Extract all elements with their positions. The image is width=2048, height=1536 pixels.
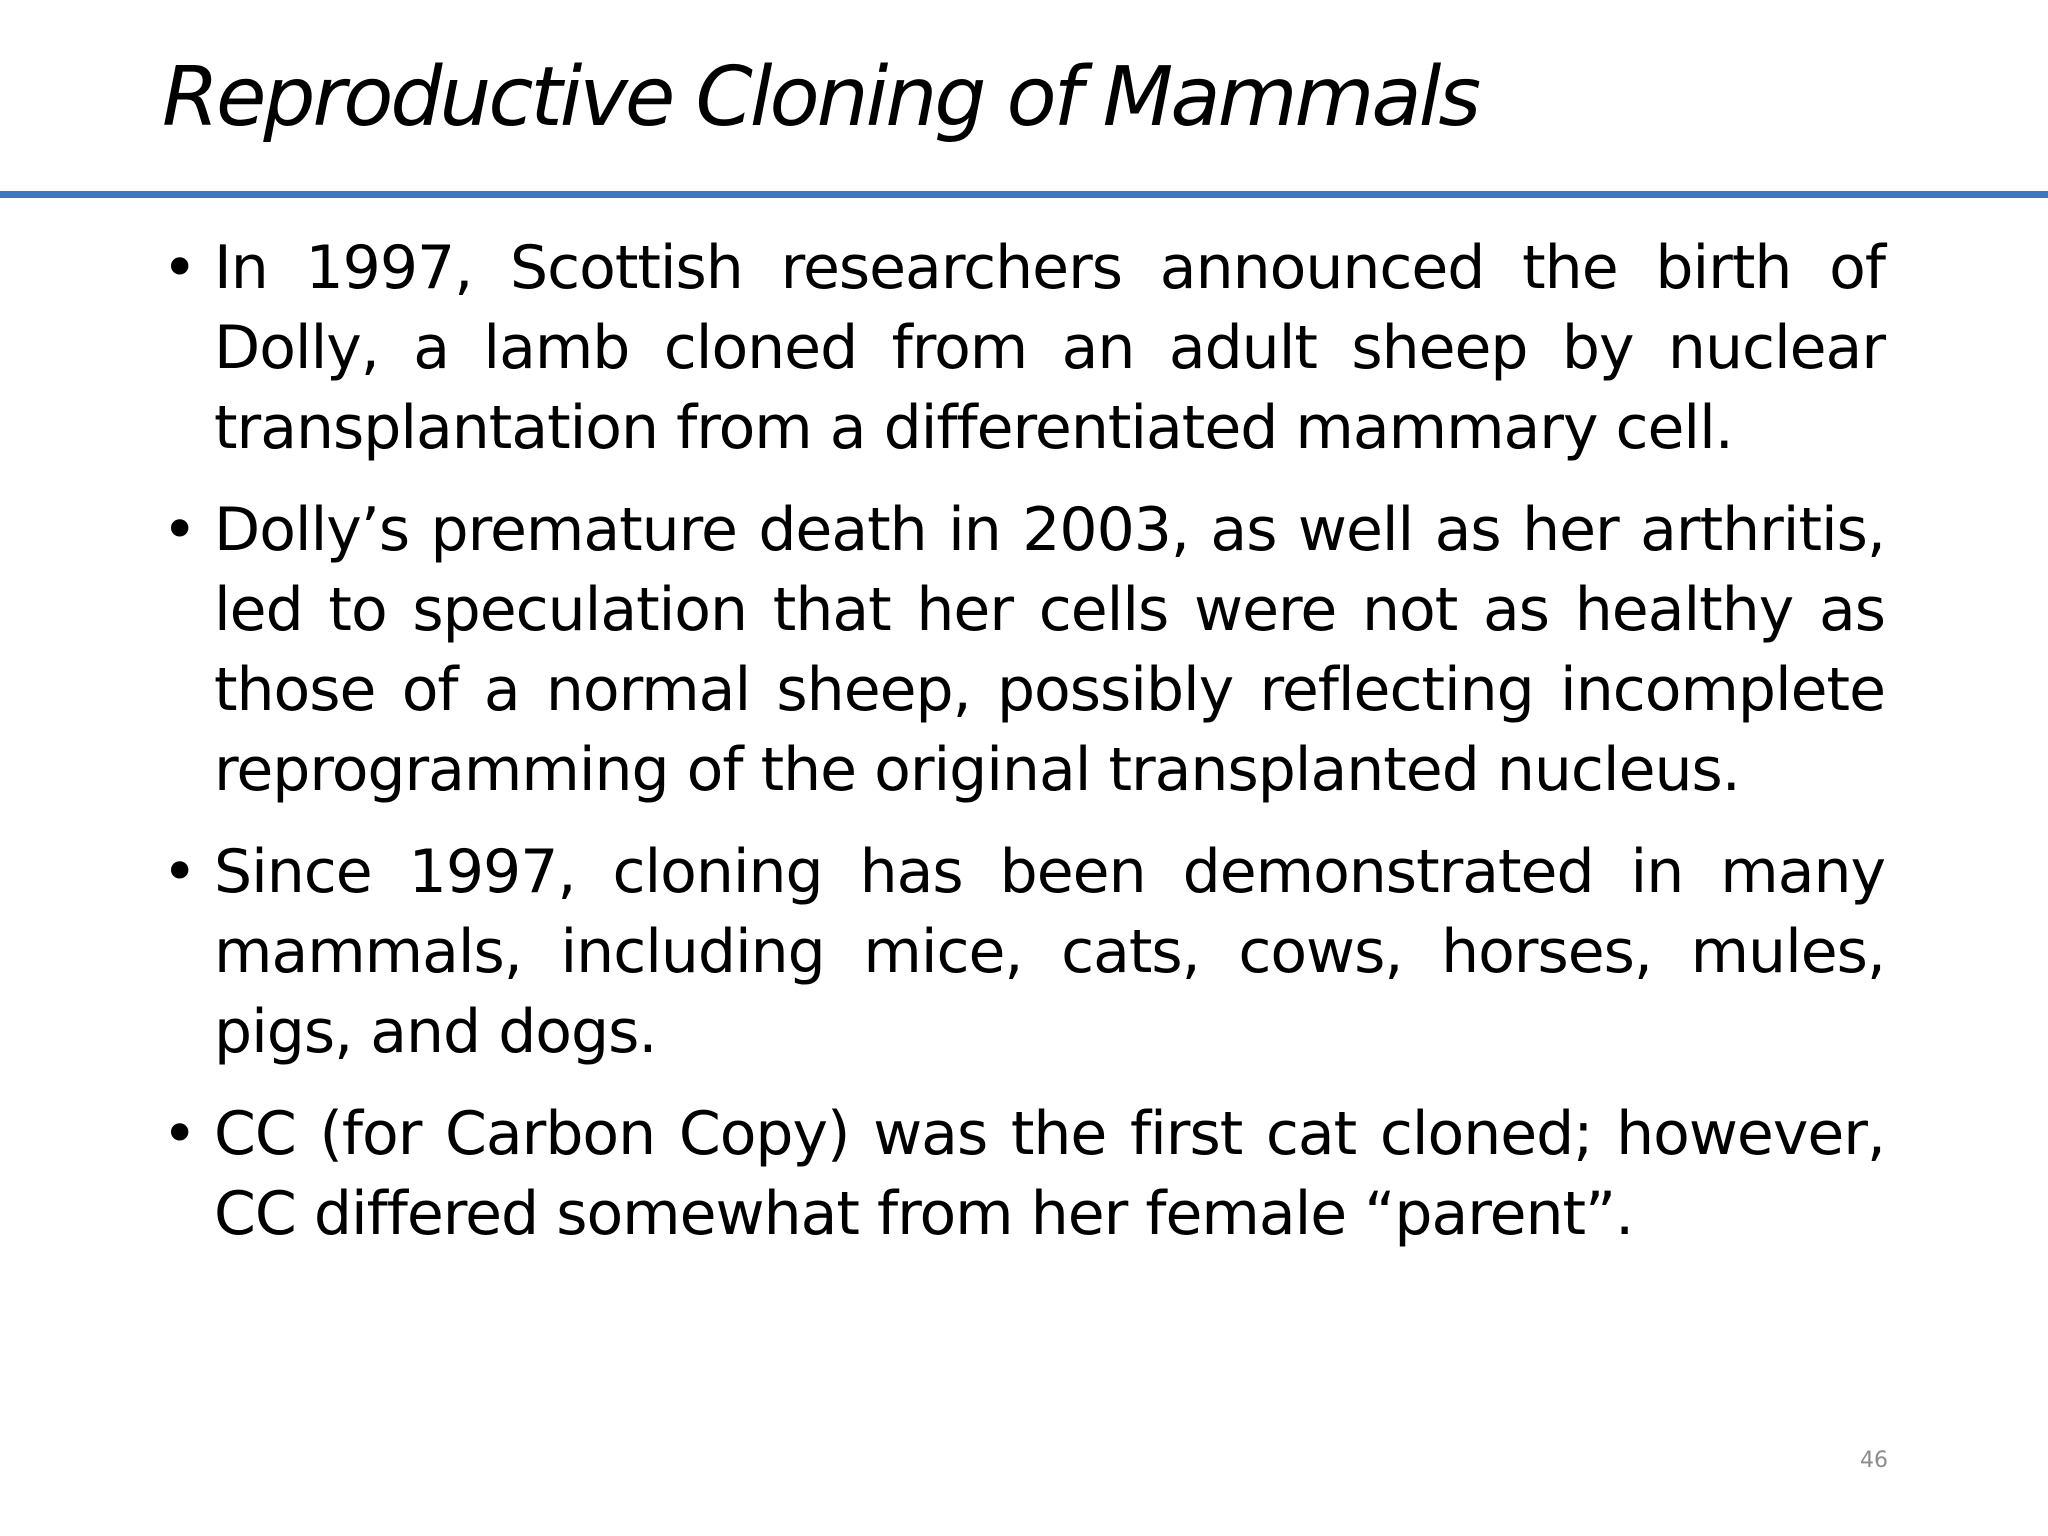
- bullet-icon: •: [162, 495, 197, 565]
- bullet-item: [160, 1094, 1885, 1254]
- bullet-text: Dolly’s premature death in 2003, as well as her arthritis, led to speculation that her cells were not as healthy as those of a normal sheep, possibly reflecting incomplete reprogramming of the original transplanted nucleus.: [214, 495, 1885, 805]
- bullet-icon: •: [162, 1099, 197, 1169]
- bullet-text: Since 1997, cloning has been demonstrated in many mammals, including mice, cats, cows, horses, mules, pigs, and dogs.: [214, 837, 1885, 1067]
- title-divider: [0, 191, 2048, 198]
- bullet-icon: •: [162, 233, 197, 303]
- bullet-item: [160, 490, 1885, 810]
- bullet-text: CC (for Carbon Copy) was the first cat cloned; however, CC differed somewhat from her female “parent”.: [214, 1099, 1885, 1249]
- bullet-item: [160, 228, 1885, 468]
- slide-title: Reproductive Cloning of Mammals: [162, 50, 1479, 145]
- bullet-icon: •: [162, 837, 197, 907]
- page-number: 46: [1860, 1448, 1888, 1473]
- bullet-text: In 1997, Scottish researchers announced the birth of Dolly, a lamb cloned from an adult sheep by nuclear transplantation from a differentiated mammary cell.: [214, 233, 1885, 463]
- bullet-item: [160, 832, 1885, 1072]
- bullet-list: [160, 228, 1885, 1276]
